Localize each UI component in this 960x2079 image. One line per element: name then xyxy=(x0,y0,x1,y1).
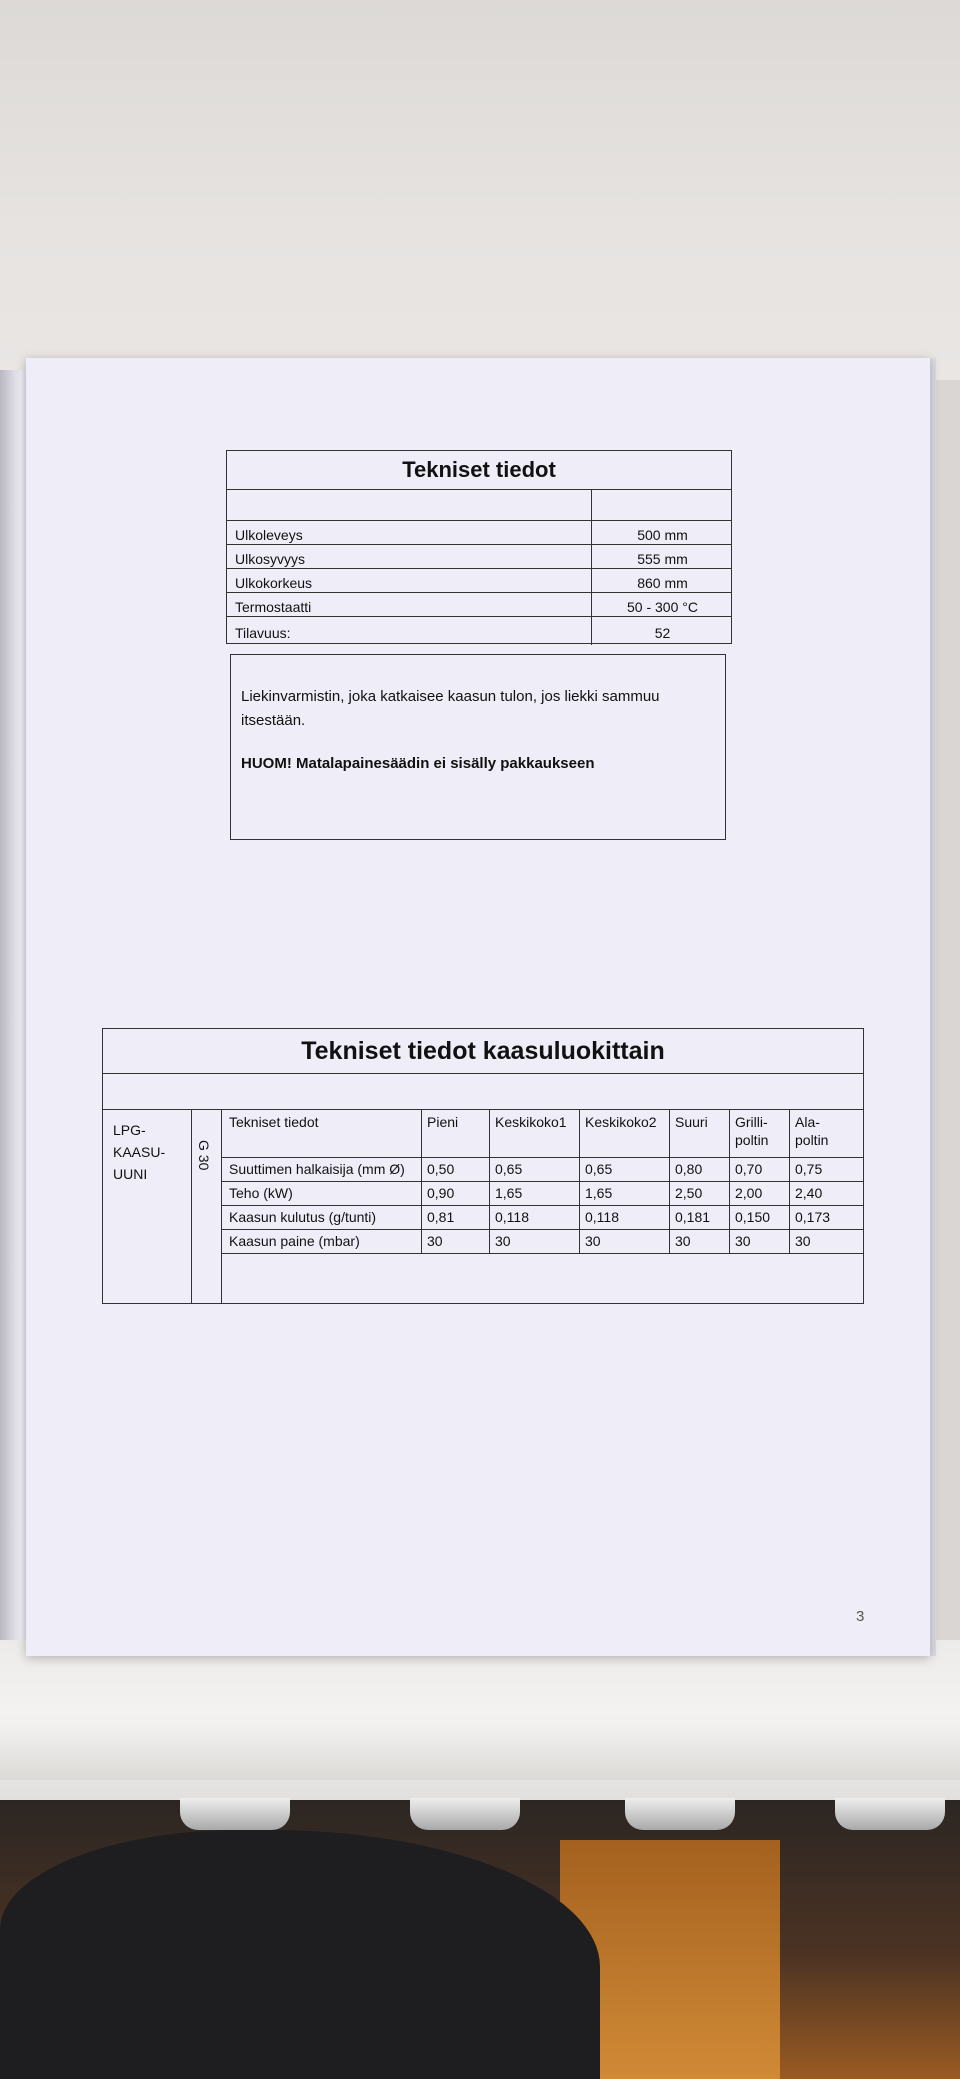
gas-table-rule xyxy=(221,1181,863,1182)
spec-row xyxy=(227,545,731,569)
gas-table-rule xyxy=(221,1157,863,1158)
page-number: 3 xyxy=(856,1608,865,1625)
gas-cell: 2,50 xyxy=(675,1185,703,1201)
spec-row-blank xyxy=(227,489,731,521)
gas-group-label: G 30 xyxy=(196,1140,212,1171)
gas-cell: 0,75 xyxy=(795,1161,823,1177)
spec-label: Ulkokorkeus xyxy=(235,575,313,591)
gas-row-label: Kaasun paine (mbar) xyxy=(229,1233,360,1249)
spec-value: 52 xyxy=(654,625,671,641)
gas-table-title: Tekniset tiedot kaasuluokittain xyxy=(103,1029,863,1074)
spec-row xyxy=(227,521,731,545)
gas-header-cell: Ala- poltin xyxy=(795,1114,829,1148)
gas-table-rule xyxy=(221,1109,222,1303)
gas-row-label: Kaasun kulutus (g/tunti) xyxy=(229,1209,377,1225)
device-label: LPG- KAASU- UUNI xyxy=(113,1122,166,1182)
spec-value: 500 mm xyxy=(637,527,688,543)
spec-row xyxy=(227,569,731,593)
gas-cell: 30 xyxy=(427,1233,443,1249)
spec-label: Ulkosyvyys xyxy=(235,551,306,567)
gas-cell: 0,70 xyxy=(735,1161,763,1177)
gas-cell: 0,90 xyxy=(427,1185,455,1201)
gas-table-rule xyxy=(221,1253,863,1254)
spec-table-title: Tekniset tiedot xyxy=(227,451,731,490)
notice-text: Liekinvarmistin, joka katkaisee kaasun tulon, jos liekki sammuu itsestään. xyxy=(241,688,660,729)
desk-rim xyxy=(0,1720,960,1780)
notice-warning: HUOM! Matalapainesäädin ei sisälly pakkaukseen xyxy=(241,755,595,772)
desk-foot xyxy=(410,1798,520,1830)
gas-row-label: Teho (kW) xyxy=(229,1185,293,1201)
gas-table-rule xyxy=(221,1229,863,1230)
notice-box xyxy=(230,654,726,840)
gas-cell: 1,65 xyxy=(495,1185,523,1201)
gas-cell: 0,65 xyxy=(495,1161,523,1177)
gas-cell: 0,150 xyxy=(735,1209,771,1225)
document-page xyxy=(26,358,930,1656)
gas-table-rule xyxy=(191,1109,192,1303)
spec-table xyxy=(226,450,732,644)
gas-row-label: Suuttimen halkaisija (mm Ø) xyxy=(229,1161,405,1177)
gas-cell: 0,81 xyxy=(427,1209,455,1225)
gas-header-cell: Tekniset tiedot xyxy=(229,1114,319,1130)
gas-header-cell: Keskikoko1 xyxy=(495,1114,567,1130)
gas-cell: 30 xyxy=(795,1233,811,1249)
spec-row xyxy=(227,593,731,617)
gas-cell: 1,65 xyxy=(585,1185,613,1201)
desk-foot xyxy=(180,1798,290,1830)
gas-header-cell: Keskikoko2 xyxy=(585,1114,657,1130)
spec-value: 555 mm xyxy=(637,551,688,567)
gas-cell: 0,118 xyxy=(495,1209,529,1225)
gas-cell: 30 xyxy=(495,1233,511,1249)
gas-table-rule xyxy=(103,1109,863,1110)
gas-table-rule xyxy=(221,1205,863,1206)
spec-label: Termostaatti xyxy=(235,599,312,615)
gas-cell: 30 xyxy=(675,1233,691,1249)
gas-cell: 2,00 xyxy=(735,1185,763,1201)
desk-foot xyxy=(625,1798,735,1830)
spec-value: 860 mm xyxy=(637,575,688,591)
desk-foot xyxy=(835,1798,945,1830)
spec-row xyxy=(227,617,731,642)
gas-cell: 0,118 xyxy=(585,1209,619,1225)
gas-cell: 0,65 xyxy=(585,1161,613,1177)
gas-cell: 30 xyxy=(735,1233,751,1249)
gas-table xyxy=(102,1028,864,1304)
gas-cell: 2,40 xyxy=(795,1185,823,1201)
gas-cell: 0,173 xyxy=(795,1209,831,1225)
gas-cell: 0,50 xyxy=(427,1161,455,1177)
gas-header-cell: Suuri xyxy=(675,1114,708,1130)
gas-cell: 0,181 xyxy=(675,1209,711,1225)
gas-header-cell: Grilli- poltin xyxy=(735,1114,769,1148)
spec-label: Ulkoleveys xyxy=(235,527,303,543)
gas-header-cell: Pieni xyxy=(427,1114,459,1130)
spec-value: 50 - 300 °C xyxy=(627,599,698,615)
gas-cell: 0,80 xyxy=(675,1161,703,1177)
spec-label: Tilavuus: xyxy=(235,625,291,641)
gas-cell: 30 xyxy=(585,1233,601,1249)
background-wall xyxy=(0,0,960,380)
